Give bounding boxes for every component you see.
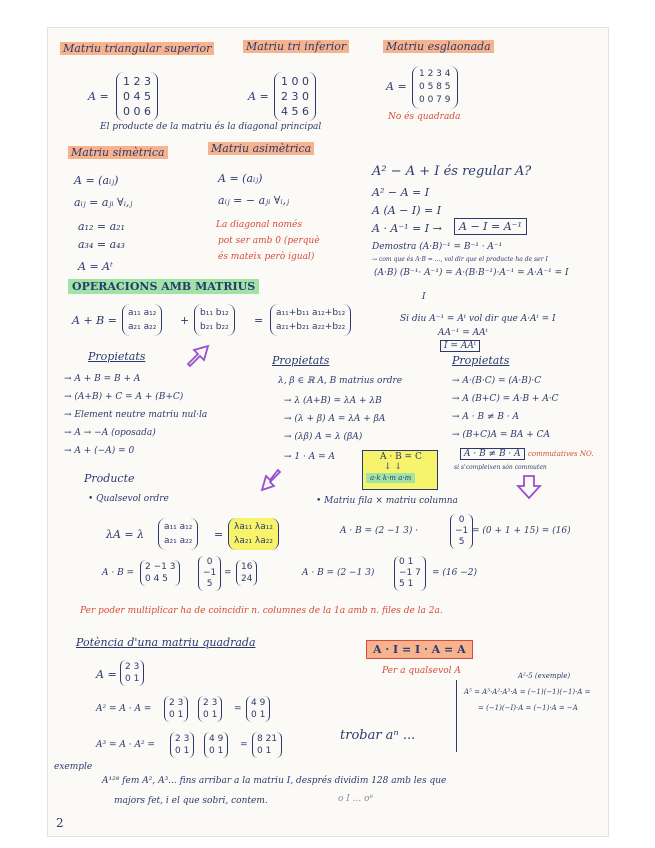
prop-sum-1: → A + B = B + A xyxy=(64,374,141,384)
heading-operations: OPERACIONS AMB MATRIUS xyxy=(68,280,259,293)
note-diagonal: El producte de la matriu és la diagonal principal xyxy=(100,122,322,132)
regular-line-2: A (A − I) = I xyxy=(372,204,442,217)
sum-matrix-a: a₁₁ a₁₂ a₂₁ a₂₂ xyxy=(122,304,162,336)
power-a2-m1: 2 3 0 1 xyxy=(164,696,188,722)
find-an: trobar aⁿ ... xyxy=(340,728,416,743)
prop-scalar-4: → 1 · A = A xyxy=(284,452,335,462)
heading-upper-triangular: Matriu triangular superior xyxy=(60,42,214,55)
power-a3-equals: = xyxy=(240,740,248,750)
demo-title: Demostra (A·B)⁻¹ = B⁻¹ · A⁻¹ xyxy=(372,242,503,252)
heading-antisymmetric: Matriu asimètrica xyxy=(208,142,314,155)
prop-sum-5: → A + (−A) = 0 xyxy=(64,446,135,456)
power-a3-result: 8 21 0 1 xyxy=(252,732,282,758)
identity-note: Per a qualsevol A xyxy=(382,666,461,676)
sym-line-2: aᵢⱼ = aⱼᵢ ∀ᵢ,ⱼ xyxy=(74,196,133,209)
notebook-page xyxy=(48,28,608,836)
product-example-equals: = xyxy=(224,568,232,578)
lower-matrix: 1 0 0 2 3 0 4 5 6 xyxy=(274,72,316,121)
row-col-vector: 0 −1 5 xyxy=(450,514,473,549)
sym-line-5: A = Aᵗ xyxy=(78,260,113,273)
heading-properties-product: Propietats xyxy=(452,354,510,367)
power-a3-lhs: A³ = A · A² = xyxy=(96,740,155,750)
page-number: 2 xyxy=(56,816,64,830)
scalar-matrix: a₁₁ a₁₂ a₂₁ a₂₂ xyxy=(158,518,198,550)
heading-power: Potència d'una matriu quadrada xyxy=(76,636,256,649)
example-line-2: = (−1)(−I)·A = (−1)·A = −A xyxy=(478,704,578,712)
if-inverse-note: Si diu A⁻¹ = Aᵗ vol dir que A·Aᵗ = I xyxy=(400,314,556,324)
power-a2-m2: 2 3 0 1 xyxy=(198,696,222,722)
sym-line-1: A = (aᵢⱼ) xyxy=(74,174,119,187)
prop-sum-3: → Element neutre matriu nul·la xyxy=(64,410,208,420)
sum-matrix-result: a₁₁+b₁₁ a₁₂+b₁₂ a₂₁+b₂₁ a₂₂+b₂₂ xyxy=(270,304,351,336)
upper-lhs: A = xyxy=(88,90,109,103)
prop-product-5: A · B ≠ B · A xyxy=(460,448,525,460)
power-a2-result: 4 9 0 1 xyxy=(246,696,270,722)
box-line-1: A · B = C xyxy=(380,452,422,462)
product-example2-b: 0 1 −1 7 5 1 xyxy=(394,556,426,591)
final-line-1: A¹²⁸ fem A², A³... fins arribar a la matriu I, després dividim 128 amb les que xyxy=(102,776,447,786)
lower-lhs: A = xyxy=(248,90,269,103)
power-a-matrix: 2 3 0 1 xyxy=(120,660,144,686)
prop-sum-4: → A → −A (oposada) xyxy=(64,428,156,438)
sym-line-3: a₁₂ = a₂₁ xyxy=(78,220,125,233)
regular-result-box: A − I = A⁻¹ xyxy=(454,218,527,235)
row-col-product: A · B = (2 −1 3) · xyxy=(340,526,419,536)
heading-symmetric: Matriu simètrica xyxy=(68,146,168,159)
prop-product-1: → A·(B·C) = (A·B)·C xyxy=(452,376,542,386)
example-line-1: A⁵ = A³·A²·A³·A = (−1)(−1)(−1)·A = xyxy=(464,688,591,696)
sym-line-4: a₃₄ = a₄₃ xyxy=(78,238,125,251)
divider-line xyxy=(456,680,457,752)
product-example-lhs: A · B = xyxy=(102,568,135,578)
box-line-2: ↓ ↓ xyxy=(384,462,402,472)
regular-question: A² − A + I és regular A? xyxy=(372,164,532,179)
note-not-square: No és quadrada xyxy=(388,112,461,122)
asym-line-2: aᵢⱼ = − aⱼᵢ ∀ᵢ,ⱼ xyxy=(218,194,290,207)
product-example-a: 2 −1 3 0 4 5 xyxy=(140,560,180,586)
power-a-lhs: A = xyxy=(96,668,117,681)
product-condition-note: Per poder multiplicar ha de coincidir n. columnes de la 1a amb n. files de la 2a. xyxy=(80,606,443,616)
purple-arrow-icon xyxy=(184,342,212,368)
final-line-2: majors fet, i el que sobri, contem. xyxy=(114,796,268,806)
prop-product-3: → A · B ≠ B · A xyxy=(452,412,520,422)
prop-scalar-1: → λ (A+B) = λA + λB xyxy=(284,396,382,406)
equals-sign: = xyxy=(254,314,264,327)
regular-line-1: A² − A = I xyxy=(372,186,430,199)
power-a3-m1: 2 3 0 1 xyxy=(170,732,194,758)
asym-note-2: pot ser amb 0 (perquè xyxy=(218,236,320,246)
heading-properties-sum: Propietats xyxy=(88,350,146,363)
scalar-equals: = xyxy=(214,528,224,541)
demo-line-4: I xyxy=(422,292,426,302)
example-label: A²-5 (exemple) xyxy=(518,672,571,680)
prop-product-4: → (B+C)A = BA + CA xyxy=(452,430,550,440)
heading-properties-scalar: Propietats xyxy=(272,354,330,367)
scalar-result-matrix: λa₁₁ λa₁₂ λa₂₁ λa₂₂ xyxy=(228,518,279,550)
heading-echelon: Matriu esglaonada xyxy=(383,40,494,53)
demo-line-2: → com que és A·B = ..., vol dir que el producte ha de ser I xyxy=(372,256,548,263)
prop-scalar-0: λ, β ∈ ℝ A, B matrius ordre xyxy=(278,376,403,386)
sum-lhs: A + B = xyxy=(72,314,117,327)
scalar-lhs: λA = λ xyxy=(106,528,145,541)
prop-sum-2: → (A+B) + C = A + (B+C) xyxy=(64,392,184,402)
product-any-order: • Qualsevol ordre xyxy=(88,494,169,504)
product-example-b: 0 −1 5 xyxy=(198,556,221,591)
echelon-lhs: A = xyxy=(386,80,407,93)
row-col-result: = (0 + 1 + 15) = (16) xyxy=(472,526,571,536)
box-line-3: a·k k·m a·m xyxy=(366,474,415,482)
power-a2-equals: = xyxy=(234,704,242,714)
power-a3-m2: 4 9 0 1 xyxy=(204,732,228,758)
upper-matrix: 1 2 3 0 4 5 0 0 6 xyxy=(116,72,158,121)
purple-arrow-down-left-icon xyxy=(258,468,286,494)
prop-scalar-2: → (λ + β) A = λA + βA xyxy=(284,414,386,424)
if-inverse-note-3: I = AAᵗ xyxy=(440,340,480,352)
heading-lower-triangular: Matriu tri inferior xyxy=(243,40,349,53)
asym-line-1: A = (aᵢⱼ) xyxy=(218,172,263,185)
product-example2-lhs: A · B = (2 −1 3) xyxy=(302,568,375,578)
purple-arrow-down-icon xyxy=(516,474,542,500)
identity-property: A · I = I · A = A xyxy=(366,640,473,659)
demo-line-3: (A·B) (B⁻¹· A⁻¹) = A·(B·B⁻¹)·A⁻¹ = A·A⁻¹ = I xyxy=(374,268,569,278)
commutative-note-2: si s'compleixen són commuten xyxy=(454,464,547,471)
asym-note-3: és mateix però igual) xyxy=(218,252,315,262)
product-example-result: 16 24 xyxy=(236,560,257,586)
final-line-3: o I ... o⁸ xyxy=(338,794,374,804)
if-inverse-note-2: AA⁻¹ = AAᵗ xyxy=(438,328,488,338)
power-a2-lhs: A² = A · A = xyxy=(96,704,152,714)
commutative-note: commutatives NO. xyxy=(528,450,594,458)
asym-note-1: La diagonal només xyxy=(216,220,302,230)
echelon-matrix: 1 2 3 4 0 5 8 5 0 0 7 9 xyxy=(412,66,458,109)
prop-product-2: → A (B+C) = A·B + A·C xyxy=(452,394,559,404)
heading-example: exemple xyxy=(54,762,93,772)
product-example2-result: = (16 −2) xyxy=(432,568,478,578)
sum-matrix-b: b₁₁ b₁₂ b₂₁ b₂₂ xyxy=(194,304,235,336)
product-row-col: • Matriu fila × matriu columna xyxy=(316,496,458,506)
prop-scalar-3: → (λβ) A = λ (βA) xyxy=(284,432,363,442)
plus-sign: + xyxy=(180,314,190,327)
heading-product: Producte xyxy=(84,472,135,485)
regular-line-3: A · A⁻¹ = I → xyxy=(372,222,442,235)
